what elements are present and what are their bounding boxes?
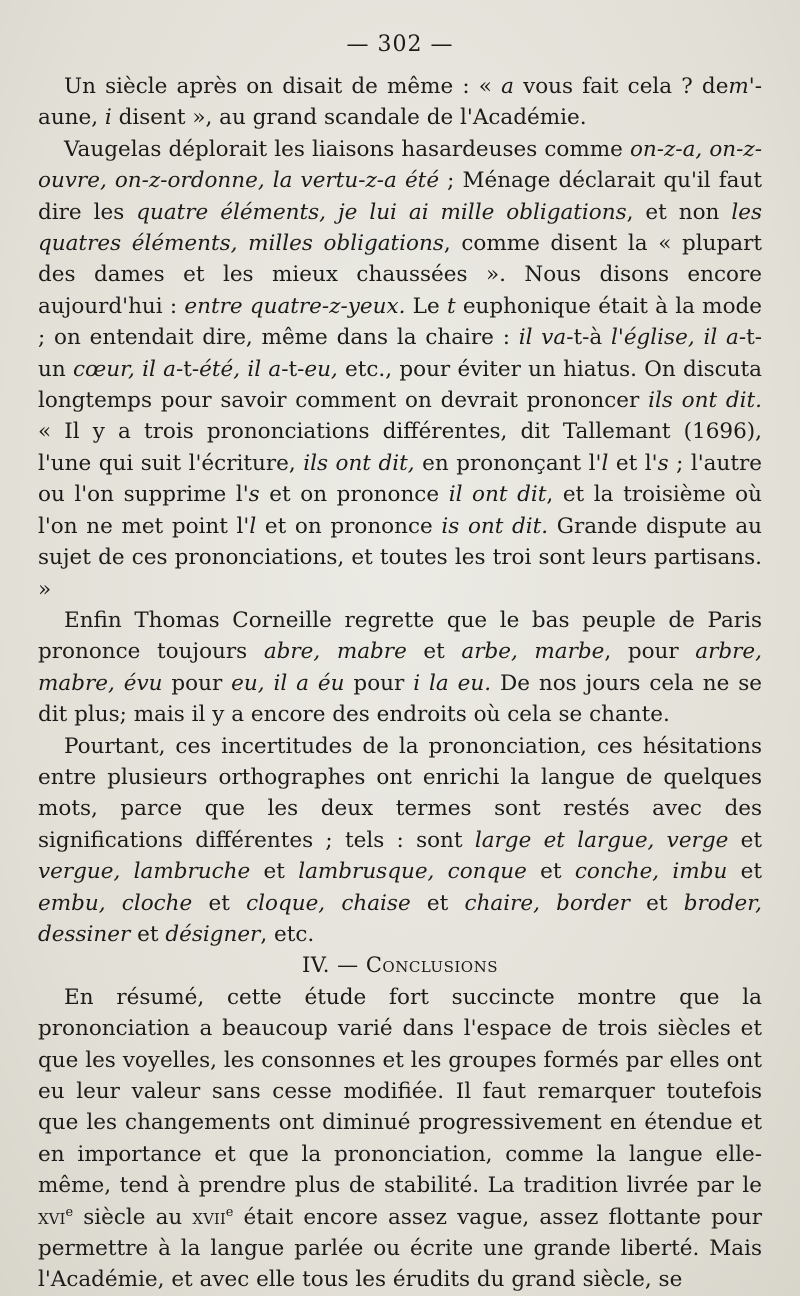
italic-text: a bbox=[501, 74, 514, 99]
text-run: et bbox=[526, 859, 575, 885]
text-run: et on prononce bbox=[259, 482, 449, 508]
italic-text: large et largue, verge bbox=[474, 827, 729, 853]
italic-text: quatre éléments, je lui ai mille obligations bbox=[136, 199, 627, 225]
italic-text: i la eu. bbox=[413, 670, 492, 696]
text-run: ; Ménage déclarait qu'il faut dire les bbox=[38, 168, 762, 225]
text-run: euphonique était à la mode ; on entendait dire, même dans la chaire : bbox=[38, 293, 762, 351]
text-run: De nos jours cela ne se dit plus; mais il y a encore des endroits où cela se chante. bbox=[38, 670, 762, 728]
italic-text: entre quatre-z-yeux. bbox=[184, 293, 406, 319]
text-run: -t- bbox=[175, 356, 200, 382]
text-run: -t- bbox=[281, 356, 305, 382]
text-run: était encore assez vague, assez flottante pour permettre à la langue parlée ou écrite une grande liberté. Mais l'Académie, et avec elle tous les érudits du grand siècle, se bbox=[38, 1204, 762, 1293]
body-text bbox=[38, 71, 762, 1296]
text-run: et bbox=[406, 639, 462, 665]
superscript-text: e bbox=[65, 1204, 74, 1220]
text-run: Le bbox=[405, 293, 447, 319]
text-run: siècle au bbox=[73, 1204, 193, 1230]
page-number: — 302 — bbox=[346, 32, 454, 57]
text-run: -t-un bbox=[38, 325, 762, 382]
text-run: et bbox=[727, 859, 762, 885]
text-run: et on prononce bbox=[256, 513, 442, 539]
text-run: Un siècle après on disait de même : « bbox=[64, 74, 502, 99]
text-run: Grande dispute au sujet de ces prononciations, et toutes les troi sont leurs partisans. » bbox=[38, 513, 762, 602]
italic-text: eu, il a éu bbox=[231, 670, 345, 696]
italic-text: abre, mabre bbox=[263, 639, 407, 665]
italic-text: conche, imbu bbox=[574, 859, 728, 885]
text-run: Vaugelas déplorait les liaisons hasardeuses comme bbox=[64, 136, 630, 162]
italic-text: lambrusque, conque bbox=[298, 859, 527, 885]
paragraph bbox=[38, 71, 762, 134]
text-run: et l' bbox=[608, 450, 658, 476]
text-run: En résumé, cette étude fort succincte montre que la prononciation a beaucoup varié dans l'espace de trois siècles et que les voyelles, les consonnes et les groupes formés par elles ont eu leur valeur sans cesse modifiée. Il faut remarquer toutefois que les changements ont diminué progressivement en étendue et en importance et que la prononciation, comme la langue elle-même, tend à prendre plus de stabilité. La tradition livrée par le bbox=[38, 984, 762, 1199]
conclusion-paragraph bbox=[38, 982, 762, 1296]
text-run: -t-à bbox=[566, 325, 612, 351]
italic-text: l'église, il a bbox=[611, 325, 739, 351]
text-run: pour bbox=[162, 670, 232, 696]
italic-text: il ont dit bbox=[448, 482, 547, 508]
text-run: et bbox=[410, 890, 465, 916]
italic-text: broder, dessiner bbox=[38, 890, 762, 947]
italic-text: les quatres éléments, milles obligations bbox=[38, 199, 762, 257]
italic-text: ils ont dit, bbox=[303, 450, 415, 476]
italic-text: is ont dit. bbox=[441, 513, 549, 539]
italic-text: été, il a bbox=[199, 356, 282, 382]
text-run: -aune, bbox=[38, 74, 762, 131]
paragraph bbox=[38, 605, 762, 731]
italic-text: l bbox=[601, 450, 609, 476]
italic-text: arbe, marbe bbox=[461, 639, 605, 665]
italic-text: on-z-a, on-z-ouvre, on-z-ordonne, la vertu-z-a été bbox=[38, 136, 762, 194]
italic-text: ils ont dit. bbox=[648, 388, 762, 414]
small-caps-text: xvi bbox=[38, 1204, 66, 1230]
text-run: , et la troisième où l'on ne met point l' bbox=[38, 482, 762, 539]
paragraph bbox=[38, 134, 762, 605]
text-run: , et non bbox=[626, 199, 732, 225]
italic-text: désigner bbox=[165, 921, 261, 947]
text-run: « Il y a trois prononciations différentes, dit Tallemant (1696), l'une qui suit l'écriture, bbox=[38, 419, 762, 476]
paragraph bbox=[38, 731, 762, 951]
italic-text: embu, cloche bbox=[38, 890, 193, 916]
text-run: , etc. bbox=[260, 921, 315, 947]
italic-text: t bbox=[446, 293, 456, 319]
italic-text: chaire, border bbox=[464, 890, 630, 916]
small-caps-text: xvii bbox=[192, 1204, 226, 1230]
text-run: et bbox=[192, 890, 247, 916]
text-run: Pourtant, ces incertitudes de la prononciation, ces hésitations entre plusieurs orthographes ont enrichi la langue de quelques mots, parce que les deux termes sont restés avec des significations différentes ; tels : sont bbox=[38, 733, 762, 853]
text-run: , pour bbox=[604, 639, 696, 665]
italic-text: cloque, chaise bbox=[246, 890, 411, 916]
text-run: et bbox=[728, 827, 762, 853]
text-run: et bbox=[130, 921, 166, 947]
section-numeral: IV. — bbox=[302, 953, 366, 978]
text-run: pour bbox=[344, 670, 414, 696]
italic-text: s bbox=[657, 450, 669, 476]
text-run: etc., pour éviter un hiatus. On discuta longtemps pour savoir comment on devrait prononcer bbox=[38, 356, 763, 414]
section-heading bbox=[38, 950, 762, 981]
text-run: et bbox=[250, 859, 299, 885]
italic-text: eu, bbox=[304, 356, 338, 382]
italic-text: l bbox=[249, 513, 257, 539]
text-run: vous fait cela ? de bbox=[513, 74, 729, 99]
text-run: et bbox=[629, 890, 684, 916]
text-run: ; l'autre ou l'on supprime l' bbox=[38, 450, 762, 508]
italic-text: il va bbox=[518, 325, 567, 351]
text-run: Enfin Thomas Corneille regrette que le bas peuple de Paris prononce toujours bbox=[38, 607, 762, 665]
italic-text: arbre, mabre, évu bbox=[38, 639, 762, 696]
italic-text: i bbox=[104, 105, 112, 131]
section-title: Conclusions bbox=[365, 953, 498, 978]
text-run: en prononçant l' bbox=[414, 450, 602, 476]
superscript-text: e bbox=[225, 1204, 234, 1220]
italic-text: cœur, il a bbox=[72, 356, 176, 382]
italic-text: s bbox=[248, 482, 260, 508]
italic-text: vergue, lambruche bbox=[38, 859, 251, 885]
text-run: disent », au grand scandale de l'Académie. bbox=[111, 105, 587, 131]
italic-text: m' bbox=[728, 74, 755, 99]
text-run: , comme disent la « plupart des dames et les mieux chaussées ». Nous disons encore aujourd'hui : bbox=[38, 231, 762, 319]
